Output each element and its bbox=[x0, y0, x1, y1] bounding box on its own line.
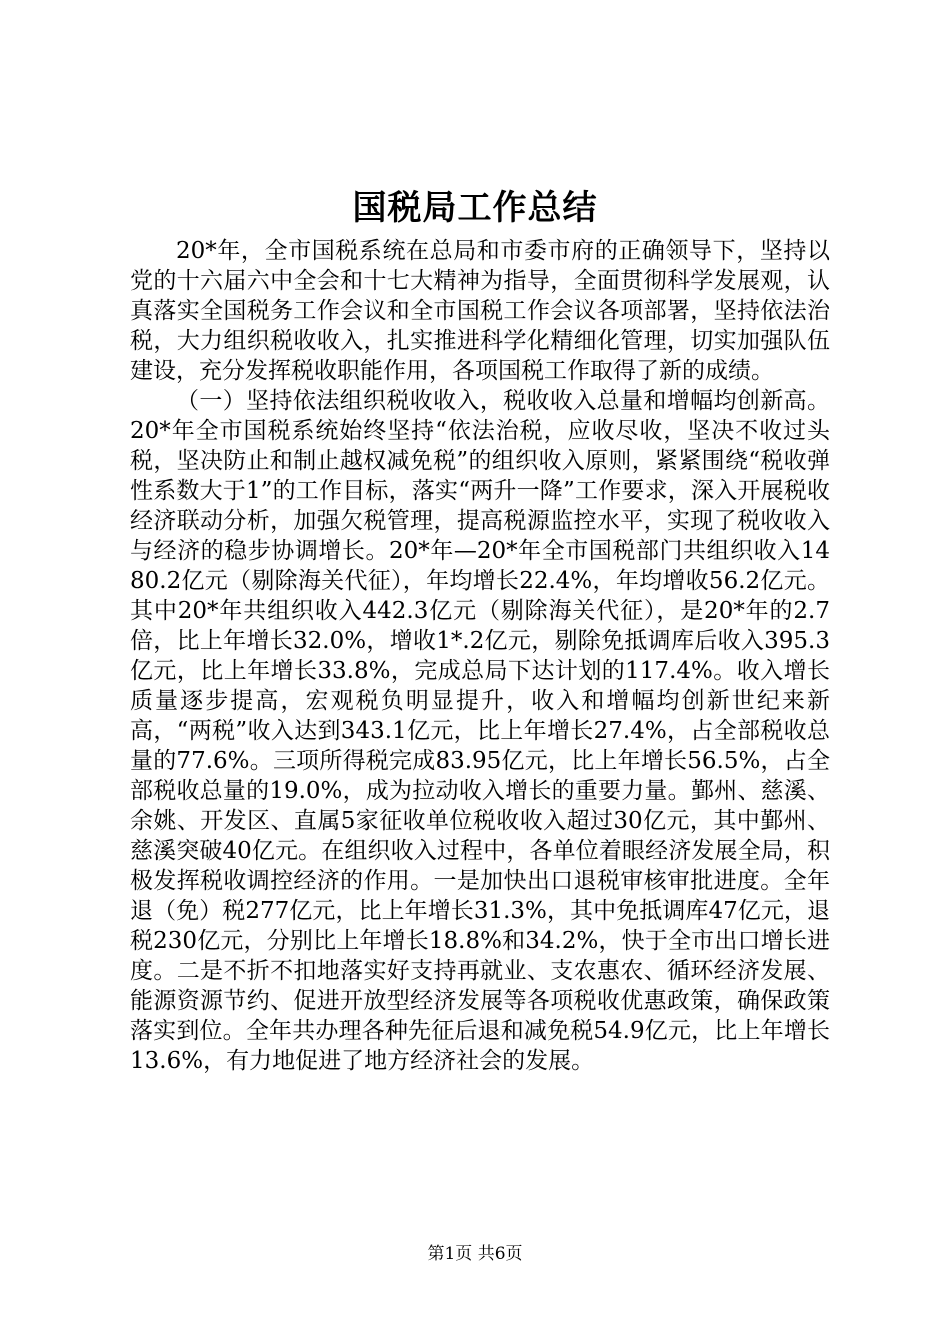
paragraph-section-1: （一）坚持依法组织税收收入，税收收入总量和增幅均创新高。20*年全市国税系统始终坚持“依法治税，应收尽收，坚决不收过头税，坚决防止和制止越权减免税”的组织收入原则，紧紧围绕“税收弹性系数大于1”的工作目标，落实“两升一降”工作要求，深入开展税收经济联动分析，加强欠税管理，提高税源监控水平，实现了税收收入与经济的稳步协调增长。20*年—20*年全市国税部门共组织收入1480.2亿元（剔除海关代征），年均增长22.4%，年均增收56.2亿元。其中20*年共组织收入442.3亿元（剔除海关代征），是20*年的2.7倍，比上年增长32.0%，增收1*.2亿元，剔除免抵调库后收入395.3亿元，比上年增长33.8%，完成总局下达计划的117.4%。收入增长质量逐步提高，宏观税负明显提升，收入和增幅均创新世纪来新高，“两税”收入达到343.1亿元，比上年增长27.4%，占全部税收总量的77.6%。三项所得税完成83.95亿元，比上年增长56.5%，占全部税收总量的19.0%，成为拉动收入增长的重要力量。鄞州、慈溪、余姚、开发区、直属5家征收单位税收收入超过30亿元，其中鄞州、慈溪突破40亿元。在组织收入过程中，各单位着眼经济发展全局，积极发挥税收调控经济的作用。一是加快出口退税审核审批进度。全年退（免）税277亿元，比上年增长31.3%，其中免抵调库47亿元，退税230亿元，分别比上年增长18.8%和34.2%，快于全市出口增长进度。二是不折不扣地落实好支持再就业、支农惠农、循环经济发展、能源资源节约、促进开放型经济发展等各项税收优惠政策，确保政策落实到位。全年共办理各种先征后退和减免税54.9亿元，比上年增长13.6%，有力地促进了地方经济社会的发展。 bbox=[130, 388, 830, 1074]
paragraph-intro: 20*年，全市国税系统在总局和市委市府的正确领导下，坚持以党的十六届六中全会和十七大精神为指导，全面贯彻科学发展观，认真落实全国税务工作会议和全市国税工作会议各项部署，坚持依法治税，大力组织税收收入，扎实推进科学化精细化管理，切实加强队伍建设，充分发挥税收职能作用，各项国税工作取得了新的成绩。 bbox=[130, 238, 830, 384]
document-body bbox=[130, 236, 830, 1076]
document-title: 国税局工作总结 bbox=[352, 188, 598, 228]
page-number: 第1页 共6页 bbox=[427, 1244, 523, 1264]
